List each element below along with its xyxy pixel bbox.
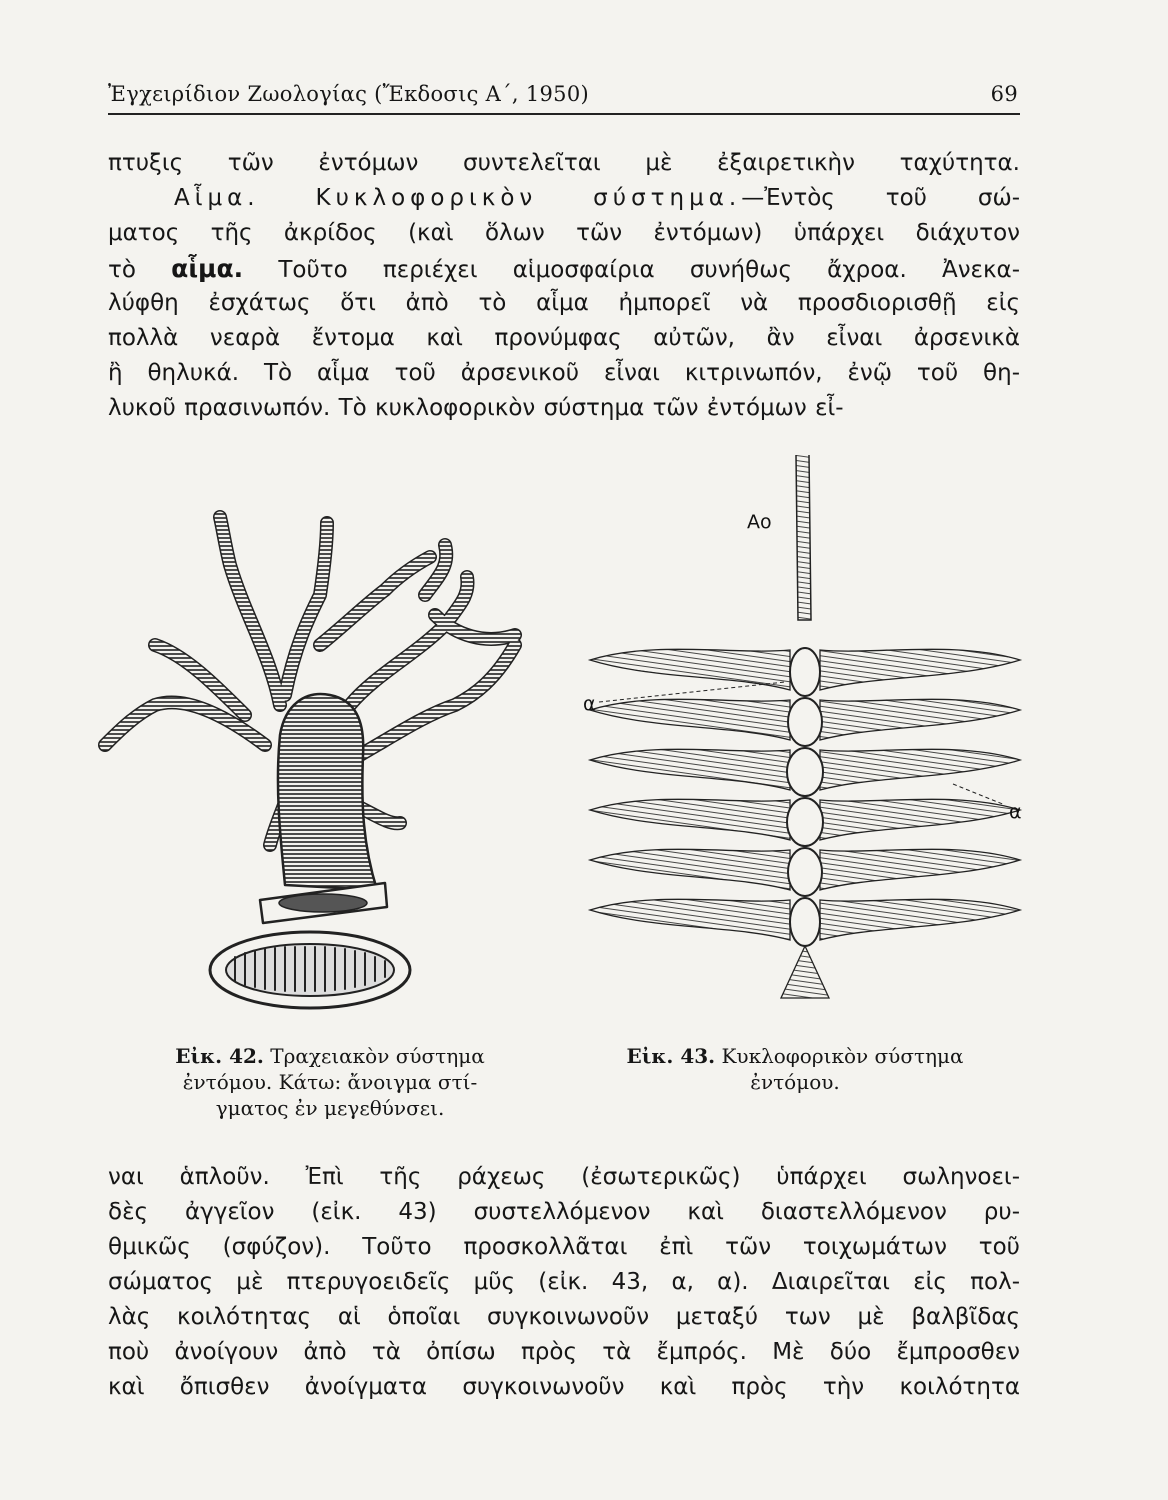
figure-42-caption xyxy=(130,1043,530,1121)
text-line: θμικῶς (σφύζον). Τοῦτο προσκολλᾶται ἐπὶ τῶν τοιχωμάτων τοῦ xyxy=(108,1234,1020,1260)
text-fragment: τὸ xyxy=(108,257,136,283)
header-rule xyxy=(108,113,1020,115)
caption-text: Τραχειακὸν σύστημα xyxy=(270,1044,485,1068)
text-fragment: Τοῦτο περιέχει αἱμοσφαίρια συνήθως ἄχροα. Ἀνεκα- xyxy=(278,257,1021,283)
text-line: ποὺ ἀνοίγουν ἀπὸ τὰ ὀπίσω πρὸς τὰ ἔμπρός. Μὲ δύο ἔμπροσθεν xyxy=(108,1339,1020,1365)
label-a-left: α xyxy=(583,693,596,715)
running-head xyxy=(108,76,1018,112)
figure-43-caption xyxy=(595,1043,995,1095)
text-line: ναι ἁπλοῦν. Ἐπὶ τῆς ράχεως (ἐσωτερικῶς) ὑπάρχει σωληνοει- xyxy=(108,1164,1020,1190)
text-line: δὲς ἀγγεῖον (εἰκ. 43) συστελλόμενον καὶ διαστελλόμενον ρυ- xyxy=(108,1199,1020,1225)
figure-42-number: Εἰκ. 42. xyxy=(175,1044,264,1068)
text-line: πτυξις τῶν ἐντόμων συντελεῖται μὲ ἐξαιρετικὴν ταχύτητα. xyxy=(108,150,1020,176)
text-line: λύφθη ἐσχάτως ὅτι ἀπὸ τὸ αἷμα ἠμπορεῖ νὰ προσδιορισθῇ εἰς xyxy=(108,290,1020,316)
caption-text: ἐντόμου. Κάτω: ἄνοιγμα στί- xyxy=(182,1070,478,1094)
running-head-title: Ἐγχειρίδιον Ζωολογίας (Ἔκδοσις Α΄, 1950) xyxy=(108,82,589,106)
caption-text: γματος ἐν μεγεθύνσει. xyxy=(215,1096,445,1120)
figure-43-circulatory-illustration xyxy=(585,450,1035,1010)
text-line: καὶ ὄπισθεν ἀνοίγματα συγκοινωνοῦν καὶ πρὸς τὴν κοιλότητα xyxy=(108,1374,1020,1400)
caption-text: ἐντόμου. xyxy=(750,1070,840,1094)
text-line xyxy=(108,251,1020,286)
term-blood: αἷμα. xyxy=(171,254,244,283)
text-line: σώματος μὲ πτερυγοειδεῖς μῦς (εἰκ. 43, α, α). Διαιρεῖται εἰς πολ- xyxy=(108,1269,1020,1295)
text-line: ἢ θηλυκά. Τὸ αἷμα τοῦ ἀρσενικοῦ εἶναι κιτρινωπόν, ἐνῷ τοῦ θη- xyxy=(108,360,1020,386)
figure-43-number: Εἰκ. 43. xyxy=(626,1044,716,1068)
figure-42-tracheal-illustration xyxy=(95,505,535,1025)
label-aorta: Αο xyxy=(747,511,772,533)
page-number: 69 xyxy=(990,82,1018,106)
text-line: ματος τῆς ἀκρίδος (καὶ ὅλων τῶν ἐντόμων) ὑπάρχει διάχυτον xyxy=(108,220,1020,246)
paragraph-top xyxy=(108,146,1020,426)
text-line xyxy=(108,181,1020,216)
text-fragment: —Ἐντὸς τοῦ σώ- xyxy=(741,185,1021,211)
label-a-right: α xyxy=(1009,801,1022,823)
section-heading: Αἷμα. Κυκλοφορικὸν σύστημα. xyxy=(174,185,742,211)
text-line: λὰς κοιλότητας αἱ ὁποῖαι συγκοινωνοῦν μεταξύ των μὲ βαλβῖδας xyxy=(108,1304,1020,1330)
caption-text: Κυκλοφορικὸν σύστημα xyxy=(721,1044,964,1068)
text-line: λυκοῦ πρασινωπόν. Τὸ κυκλοφορικὸν σύστημα τῶν ἐντόμων εἶ- xyxy=(108,395,844,421)
text-line: πολλὰ νεαρὰ ἔντομα καὶ προνύμφας αὐτῶν, ἂν εἶναι ἀρσενικὰ xyxy=(108,325,1020,351)
paragraph-bottom xyxy=(108,1160,1020,1405)
